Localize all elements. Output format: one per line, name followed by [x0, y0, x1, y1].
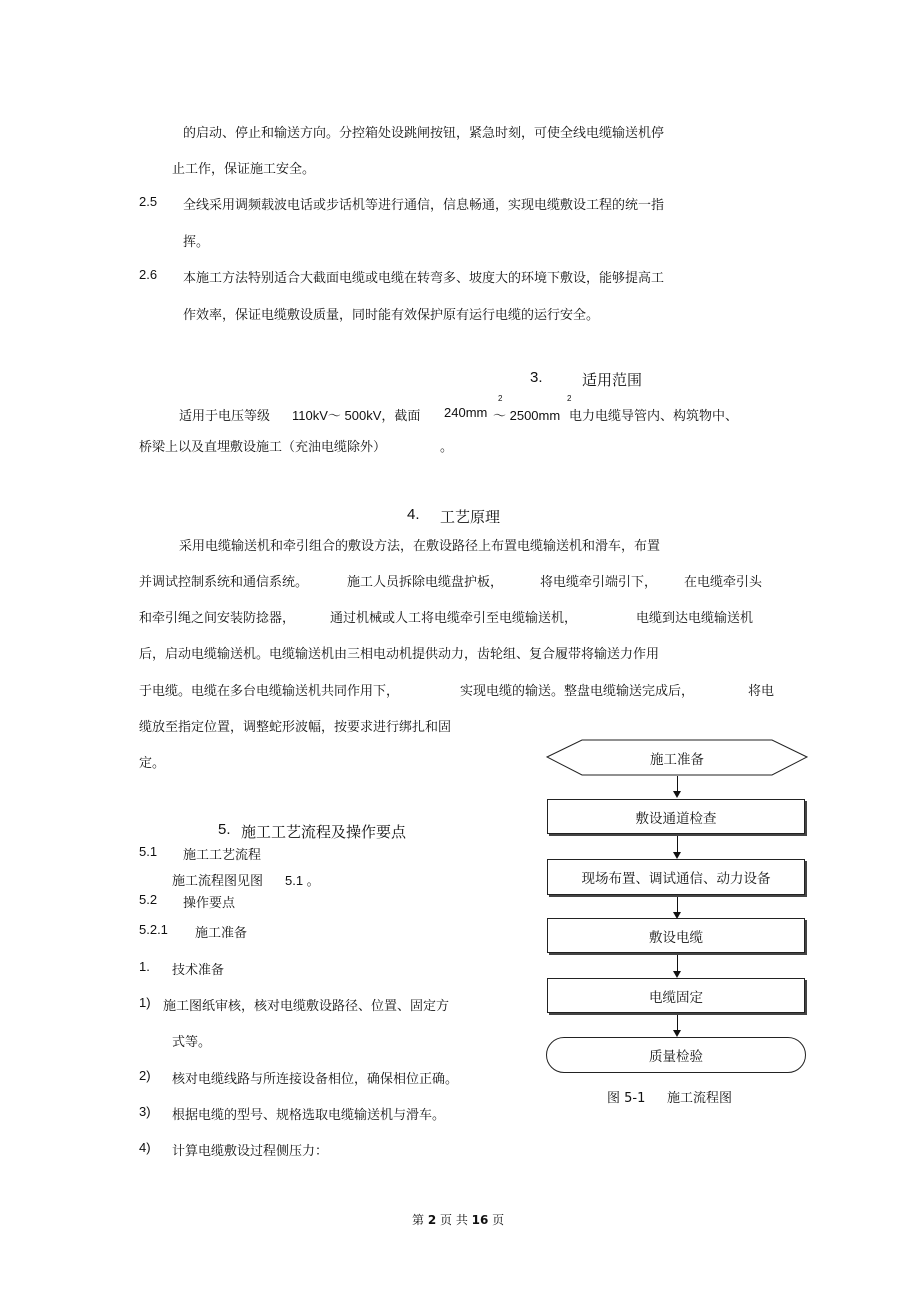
section-4-line7: 定。	[139, 756, 166, 771]
subsection-5-1-text-a: 施工流程图见图	[172, 874, 264, 889]
section-3-number: 3.	[530, 369, 543, 386]
subsection-5-2-1-number: 5.2.1	[139, 922, 168, 937]
section-4-line4: 后，启动电缆输送机。电缆输送机由三相电动机提供动力，齿轮组、复合履带将输送力作用	[139, 647, 660, 662]
flow-step-1: 施工准备	[650, 751, 704, 768]
section-4-line2d: 在电缆牵引头	[684, 575, 763, 590]
figure-caption-text: 施工流程图	[667, 1091, 733, 1106]
flow-arrow-2	[677, 836, 678, 853]
section-4-line2b: 施工人员拆除电缆盘护板，	[347, 575, 504, 590]
section-3-text-e: 电力电缆导管内、构筑物中、	[569, 409, 739, 424]
section-3-section-max: ～ 2500mm	[493, 408, 561, 423]
subsection-5-1-number: 5.1	[139, 844, 158, 859]
flow-arrow-1	[677, 776, 678, 792]
section-3-text-a: 适用于电压等级	[179, 409, 271, 424]
current-page-number: 2	[427, 1213, 437, 1227]
item-3-number: 3)	[139, 1104, 151, 1119]
subsection-5-2-1-title: 施工准备	[195, 926, 248, 941]
item-4-text: 计算电缆敷设过程侧压力：	[172, 1144, 329, 1159]
section-5-number: 5.	[218, 821, 231, 838]
item-1-line1: 施工图纸审核，核对电缆敷设路径、位置、固定方	[163, 999, 450, 1014]
item-1-number: 1)	[139, 995, 151, 1010]
section-4-line2a: 并调试控制系统和通信系统。	[139, 575, 309, 590]
subsection-5-1-title: 施工工艺流程	[183, 848, 262, 863]
item-2-5-number: 2.5	[139, 194, 158, 209]
page-label-b: 页 共	[436, 1213, 472, 1227]
flow-arrow-3	[677, 897, 678, 913]
item-2-6-number: 2.6	[139, 267, 158, 282]
flow-step-2: 敷设通道检查	[547, 799, 805, 834]
item-2-number: 2)	[139, 1068, 151, 1083]
para-2-4-continued-line2: 止工作，保证施工安全。	[172, 162, 316, 177]
superscript-2-b: 2	[567, 394, 572, 403]
section-4-line3c: 电缆到达电缆输送机	[636, 611, 754, 626]
flow-step-4: 敷设电缆	[547, 918, 805, 953]
section-4-number: 4.	[407, 506, 420, 523]
flow-step-6: 质量检验	[546, 1037, 806, 1073]
tech-prep-number: 1.	[139, 959, 150, 974]
section-3-period: 。	[440, 440, 454, 455]
item-2-6-line1: 本施工方法特别适合大截面电缆或电缆在转弯多、坡度大的环境下敷设，能够提高工	[183, 271, 665, 286]
section-4-line2c: 将电缆牵引端引下，	[540, 575, 658, 590]
page-footer	[412, 1211, 504, 1228]
item-2-6-line2: 作效率，保证电缆敷设质量，同时能有效保护原有运行电缆的运行安全。	[183, 308, 600, 323]
flow-arrowhead-1	[673, 791, 681, 798]
item-2-text: 核对电缆线路与所连接设备相位，确保相位正确。	[172, 1072, 459, 1087]
section-4-line3b: 通过机械或人工将电缆牵引至电缆输送机，	[330, 611, 578, 626]
flow-arrow-4	[677, 955, 678, 972]
figure-caption-number: 图 5-1	[607, 1091, 646, 1106]
section-4-line5b: 实现电缆的输送。整盘电缆输送完成后，	[460, 684, 695, 699]
superscript-2-a: 2	[498, 394, 503, 403]
section-3-line2: 桥梁上以及直埋敷设施工（充油电缆除外）	[139, 440, 387, 455]
section-4-line3a: 和牵引绳之间安装防捻器，	[139, 611, 296, 626]
section-5-title: 施工工艺流程及操作要点	[241, 823, 407, 841]
flow-arrowhead-4	[673, 971, 681, 978]
section-4-line5a: 于电缆。电缆在多台电缆输送机共同作用下，	[139, 684, 400, 699]
section-3-title: 适用范围	[582, 371, 643, 389]
section-3-section-min: 240mm	[444, 405, 488, 420]
para-2-4-continued-line1: 的启动、停止和输送方向。分控箱处设跳闸按钮，紧急时刻，可使全线电缆输送机停	[183, 126, 665, 141]
item-4-number: 4)	[139, 1140, 151, 1155]
section-3-voltage-range: 110kV～ 500kV，截面	[292, 408, 421, 423]
tech-prep-title: 技术准备	[172, 963, 225, 978]
total-pages-number: 16	[471, 1213, 489, 1227]
flow-arrowhead-5	[673, 1030, 681, 1037]
page-label-c: 页	[488, 1213, 505, 1227]
subsection-5-1-text-b: 5.1 。	[285, 873, 320, 888]
page-label-a: 第	[412, 1213, 428, 1227]
flow-step-5: 电缆固定	[547, 978, 805, 1013]
item-1-line2: 式等。	[172, 1035, 212, 1050]
section-4-title: 工艺原理	[440, 508, 501, 526]
item-3-text: 根据电缆的型号、规格选取电缆输送机与滑车。	[172, 1108, 446, 1123]
subsection-5-2-number: 5.2	[139, 892, 158, 907]
item-2-5-line2: 挥。	[183, 235, 210, 250]
section-4-line5c: 将电	[748, 684, 775, 699]
flow-arrowhead-2	[673, 852, 681, 859]
section-4-line1: 采用电缆输送机和牵引组合的敷设方法，在敷设路径上布置电缆输送机和滑车，布置	[179, 539, 661, 554]
subsection-5-2-title: 操作要点	[183, 896, 236, 911]
flow-arrow-5	[677, 1015, 678, 1031]
section-4-line6: 缆放至指定位置，调整蛇形波幅，按要求进行绑扎和固	[139, 720, 452, 735]
flow-step-3: 现场布置、调试通信、动力设备	[547, 859, 805, 895]
item-2-5-line1: 全线采用调频载波电话或步话机等进行通信，信息畅通，实现电缆敷设工程的统一指	[183, 198, 665, 213]
